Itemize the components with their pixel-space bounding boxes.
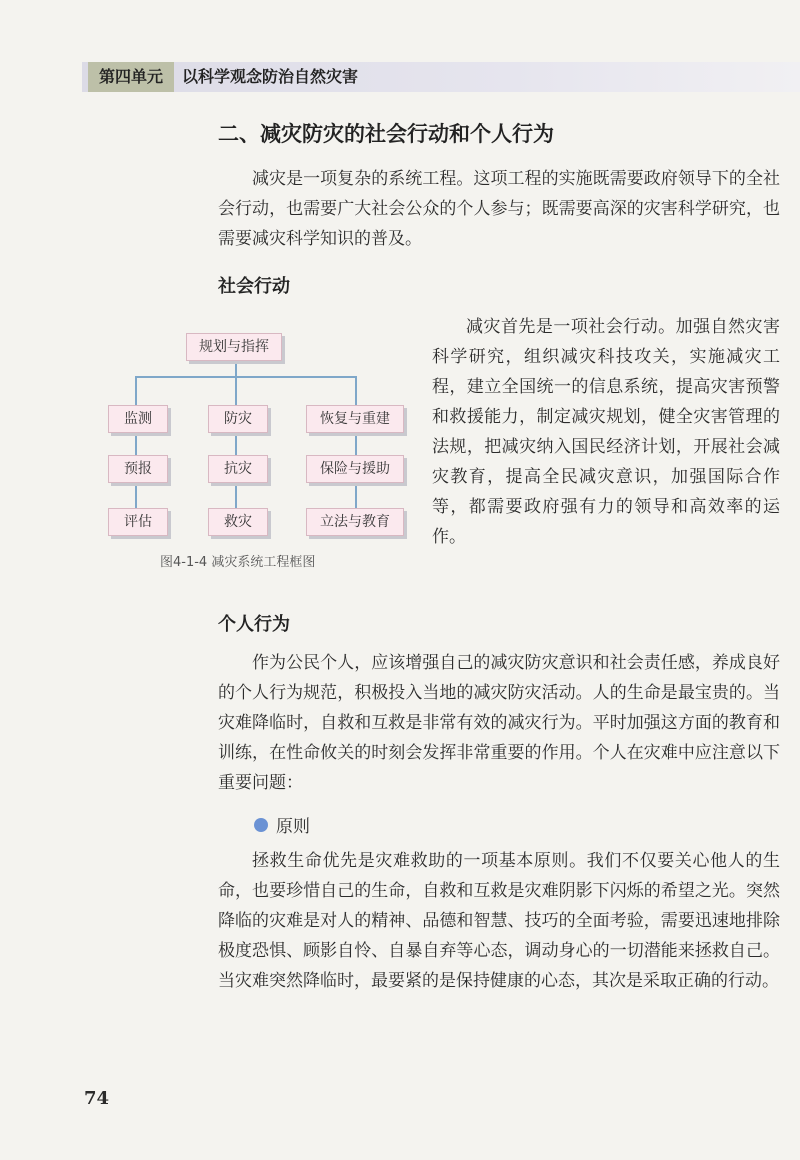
diagram-box: 救灾 — [208, 508, 268, 536]
connector-line — [135, 376, 137, 521]
diagram-box: 恢复与重建 — [306, 405, 404, 433]
diagram-box: 评估 — [108, 508, 168, 536]
principle-label: 原则 — [276, 817, 310, 837]
diagram-box: 监测 — [108, 405, 168, 433]
connector-line — [355, 376, 357, 521]
principle-paragraph: 拯救生命优先是灾难救助的一项基本原则。我们不仅要关心他人的生命，也要珍惜自己的生命，自救和互救是灾难阴影下闪烁的希望之光。突然降临的灾难是对人的精神、品德和智慧、技巧的全面考验，需要迅速地排除极度恐惧、顾影自怜、自暴自弃等心态，调动身心的一切潜能来拯救自己。当灾难突然降临时，最要紧的是保持健康的心态，其次是采取正确的行动。 — [218, 851, 780, 991]
diagram-box: 防灾 — [208, 405, 268, 433]
figure-caption: 图4-1-4 减灾系统工程框图 — [160, 555, 316, 570]
section-title: 二、减灾防灾的社会行动和个人行为 — [218, 122, 554, 146]
unit-title: 以科学观念防治自然灾害 — [182, 67, 359, 86]
diagram-box: 抗灾 — [208, 455, 268, 483]
connector-line — [135, 376, 357, 378]
disaster-system-diagram — [100, 325, 420, 545]
social-heading: 社会行动 — [218, 276, 290, 297]
diagram-box: 立法与教育 — [306, 508, 404, 536]
personal-paragraph: 作为公民个人，应该增强自己的减灾防灾意识和社会责任感，养成良好的个人行为规范，积极投入当地的减灾防灾活动。人的生命是最宝贵的。当灾难降临时，自救和互救是非常有效的减灾行为。平时加强这方面的教育和训练，在性命攸关的时刻会发挥非常重要的作用。个人在灾难中应注意以下重要问题： — [218, 653, 780, 793]
personal-heading: 个人行为 — [218, 614, 290, 635]
diagram-box: 预报 — [108, 455, 168, 483]
diagram-box: 保险与援助 — [306, 455, 404, 483]
diagram-box-top: 规划与指挥 — [186, 333, 282, 361]
intro-paragraph: 减灾是一项复杂的系统工程。这项工程的实施既需要政府领导下的全社会行动，也需要广大社会公众的个人参与；既需要高深的灾害科学研究，也需要减灾科学知识的普及。 — [218, 169, 780, 249]
bullet-dot-icon — [254, 818, 268, 832]
connector-line — [235, 376, 237, 521]
principle-bullet — [254, 812, 310, 837]
social-paragraph: 减灾首先是一项社会行动。加强自然灾害科学研究，组织减灾科技攻关，实施减灾工程，建立全国统一的信息系统，提高灾害预警和救援能力，制定减灾规划，健全灾害管理的法规，把减灾纳入国民经济计划，开展社会减灾教育，提高全民减灾意识，加强国际合作等，都需要政府强有力的领导和高效率的运作。 — [432, 317, 780, 547]
page-number: 74 — [84, 1088, 110, 1109]
unit-label: 第四单元 — [88, 62, 174, 92]
